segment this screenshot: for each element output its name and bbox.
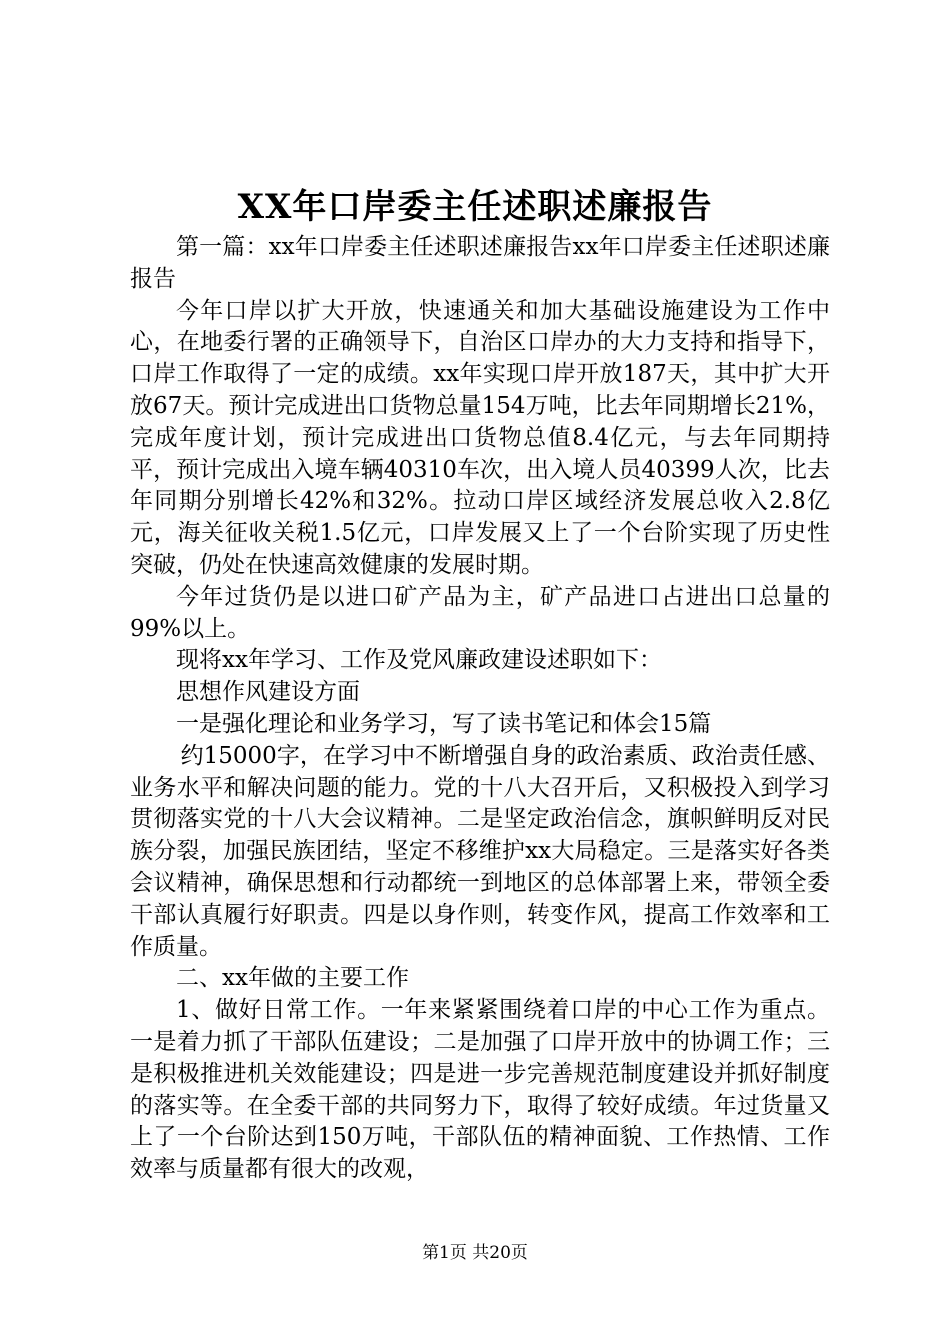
paragraph-cargo: 今年过货仍是以进口矿产品为主，矿产品进口占进出口总量的99%以上。 bbox=[130, 583, 830, 642]
paragraph-port-summary: 今年口岸以扩大开放，快速通关和加大基础设施建设为工作中心，在地委行署的正确领导下，自治区口岸办的大力支持和指导下，口岸工作取得了一定的成绩。xx年实现口岸开放187天，其中扩大开放67天。预计完成进出口货物总量154万吨，比去年同期增长21%，完成年度计划，预计完成进出口货物总值8.4亿元，与去年同期持平，预计完成出入境车辆40310车次，出入境人员40399人次，比去年同期分别增长42%和32%。拉动口岸区域经济发展总收入2.8亿元，海关征收关税1.5亿元，口岸发展又上了一个台阶实现了历史性突破，仍处在快速高效健康的发展时期。 bbox=[130, 297, 830, 578]
paragraph-study-1: 一是强化理论和业务学习，写了读书笔记和体会15篇 bbox=[176, 710, 712, 737]
section-heading-main-work: 二、xx年做的主要工作 bbox=[176, 965, 409, 992]
document-body bbox=[130, 232, 830, 1186]
paragraph-report-lead: 现将xx年学习、工作及党风廉政建设述职如下： bbox=[176, 647, 662, 674]
paragraph-daily-work: 1、做好日常工作。一年来紧紧围绕着口岸的中心工作为重点。一是着力抓了干部队伍建设；二是加强了口岸开放中的协调工作；三是积极推进机关效能建设；四是进一步完善规范制度建设并抓好制度的落实等。在全委干部的共同努力下，取得了较好成绩。年过货量又上了一个台阶达到150万吨，干部队伍的精神面貌、工作热情、工作效率与质量都有很大的改观， bbox=[130, 997, 830, 1183]
paragraph-intro: 第一篇：xx年口岸委主任述职述廉报告xx年口岸委主任述职述廉报告 bbox=[130, 234, 830, 292]
paragraph-study-2: 约15000字，在学习中不断增强自身的政治素质、政治责任感、业务水平和解决问题的能力。党的十八大召开后，又积极投入到学习贯彻落实党的十八大会议精神。二是坚定政治信念，旗帜鲜明反对民族分裂，加强民族团结，坚定不移维护xx大局稳定。三是落实好各类会议精神，确保思想和行动都统一到地区的总体部署上来，带领全委干部认真履行好职责。四是以身作则，转变作风，提高工作效率和工作质量。 bbox=[130, 742, 830, 960]
section-heading-ideology: 思想作风建设方面 bbox=[176, 679, 360, 706]
page-number-footer: 第1页 共20页 bbox=[422, 1243, 528, 1263]
document-title: XX年口岸委主任述职述廉报告 bbox=[237, 187, 713, 227]
